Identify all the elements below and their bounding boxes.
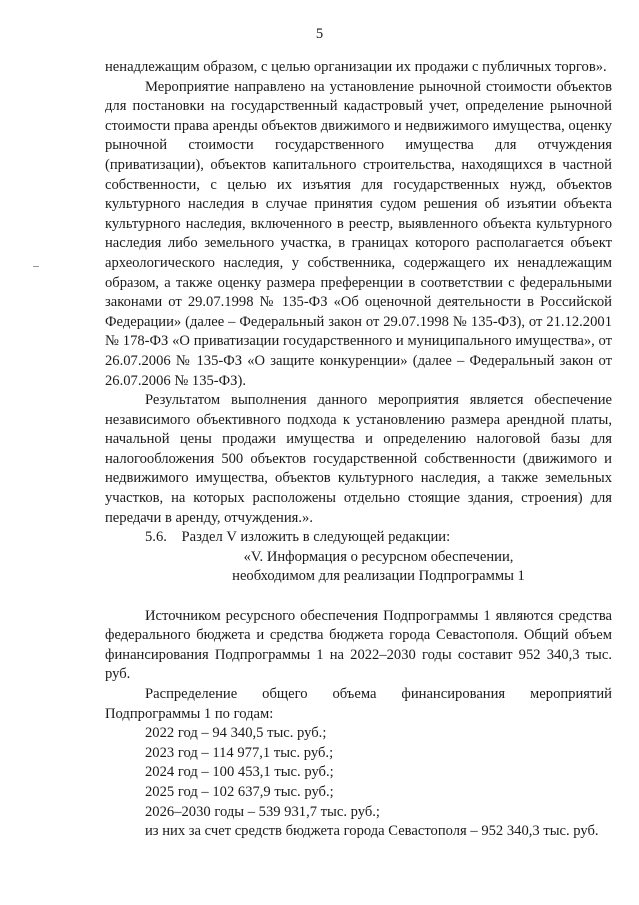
funding-year-item: 2025 год – 102 637,9 тыс. руб.; bbox=[145, 783, 334, 800]
paragraph-funding-source: Источником ресурсного обеспечения Подпрограммы 1 являются средства федерального бюджета и средства бюджета города Севастополя. Общий объем финансирования Подпрограммы 1 на 2022–2030 годы составит 952 340,3 тыс. руб. bbox=[105, 607, 612, 683]
document-body bbox=[105, 58, 612, 842]
funding-year-item: 2026–2030 годы – 539 931,7 тыс. руб.; bbox=[145, 803, 380, 820]
section-heading-line-1: «V. Информация о ресурсном обеспечении, bbox=[243, 548, 514, 565]
funding-year-item: 2023 год – 114 977,1 тыс. руб.; bbox=[145, 744, 334, 761]
paragraph-continuation: ненадлежащим образом, с целью организации их продажи с публичных торгов». bbox=[105, 59, 607, 75]
section-instruction: 5.6. Раздел V изложить в следующей редакции: bbox=[145, 529, 451, 546]
paragraph-measure-result: Результатом выполнения данного мероприятия является обеспечение независимого объективного подхода к установлению размера арендной платы, начальной цены продажи имущества и определению налоговой базы для налогообложения 500 объектов государственной собственности (движимого и недвижимого имущества, объектов культурного наследия, а также земельных участков, на которых расположены отдельно стоящие здания, строения) для передачи в аренду, отчуждения.». bbox=[105, 392, 612, 526]
section-heading-line-2: необходимом для реализации Подпрограммы 1 bbox=[232, 568, 525, 585]
paragraph-funding-distribution: Распределение общего объема финансирования мероприятий Подпрограммы 1 по годам: bbox=[105, 686, 612, 722]
spacer bbox=[105, 587, 612, 607]
page-number: 5 bbox=[315, 26, 324, 42]
paragraph-budget-source: из них за счет средств бюджета города Севастополя – 952 340,3 тыс. руб. bbox=[145, 823, 599, 840]
funding-year-item: 2022 год – 94 340,5 тыс. руб.; bbox=[145, 725, 327, 742]
funding-year-item: 2024 год – 100 453,1 тыс. руб.; bbox=[145, 764, 334, 781]
paragraph-measure-description: Мероприятие направлено на установление рыночной стоимости объектов для постановки на государственный кадастровый учет, определение рыночной стоимости права аренды объектов движимого и недвижимого имущества, оценку рыночной стоимости государственного имущества для отчуждения (приватизации), объектов капитального строительства, находящихся в частной собственности, с целью их изъятия для государственных нужд, объектов культурного наследия в случае принятия судом решения об изъятии объекта культурного наследия, включенного в реестр, выявленного объекта культурного наследия либо земельного участка, в границах которого располагается объект археологического наследия, у собственника, содержащего их ненадлежащим образом, а также оценку размера преференции в соответствии с федеральными законами от 29.07.1998 № 135-ФЗ «Об оценочной деятельности в Российской Федерации» (далее – Федеральный закон от 29.07.1998 № 135-ФЗ), от 21.12.2001 № 178-ФЗ «О приватизации государственного и муниципального имущества», от 26.07.2006 № 135-ФЗ «О защите конкуренции» (далее – Федеральный закон от 26.07.2006 № 135-ФЗ). bbox=[105, 78, 612, 389]
margin-mark bbox=[33, 266, 39, 267]
